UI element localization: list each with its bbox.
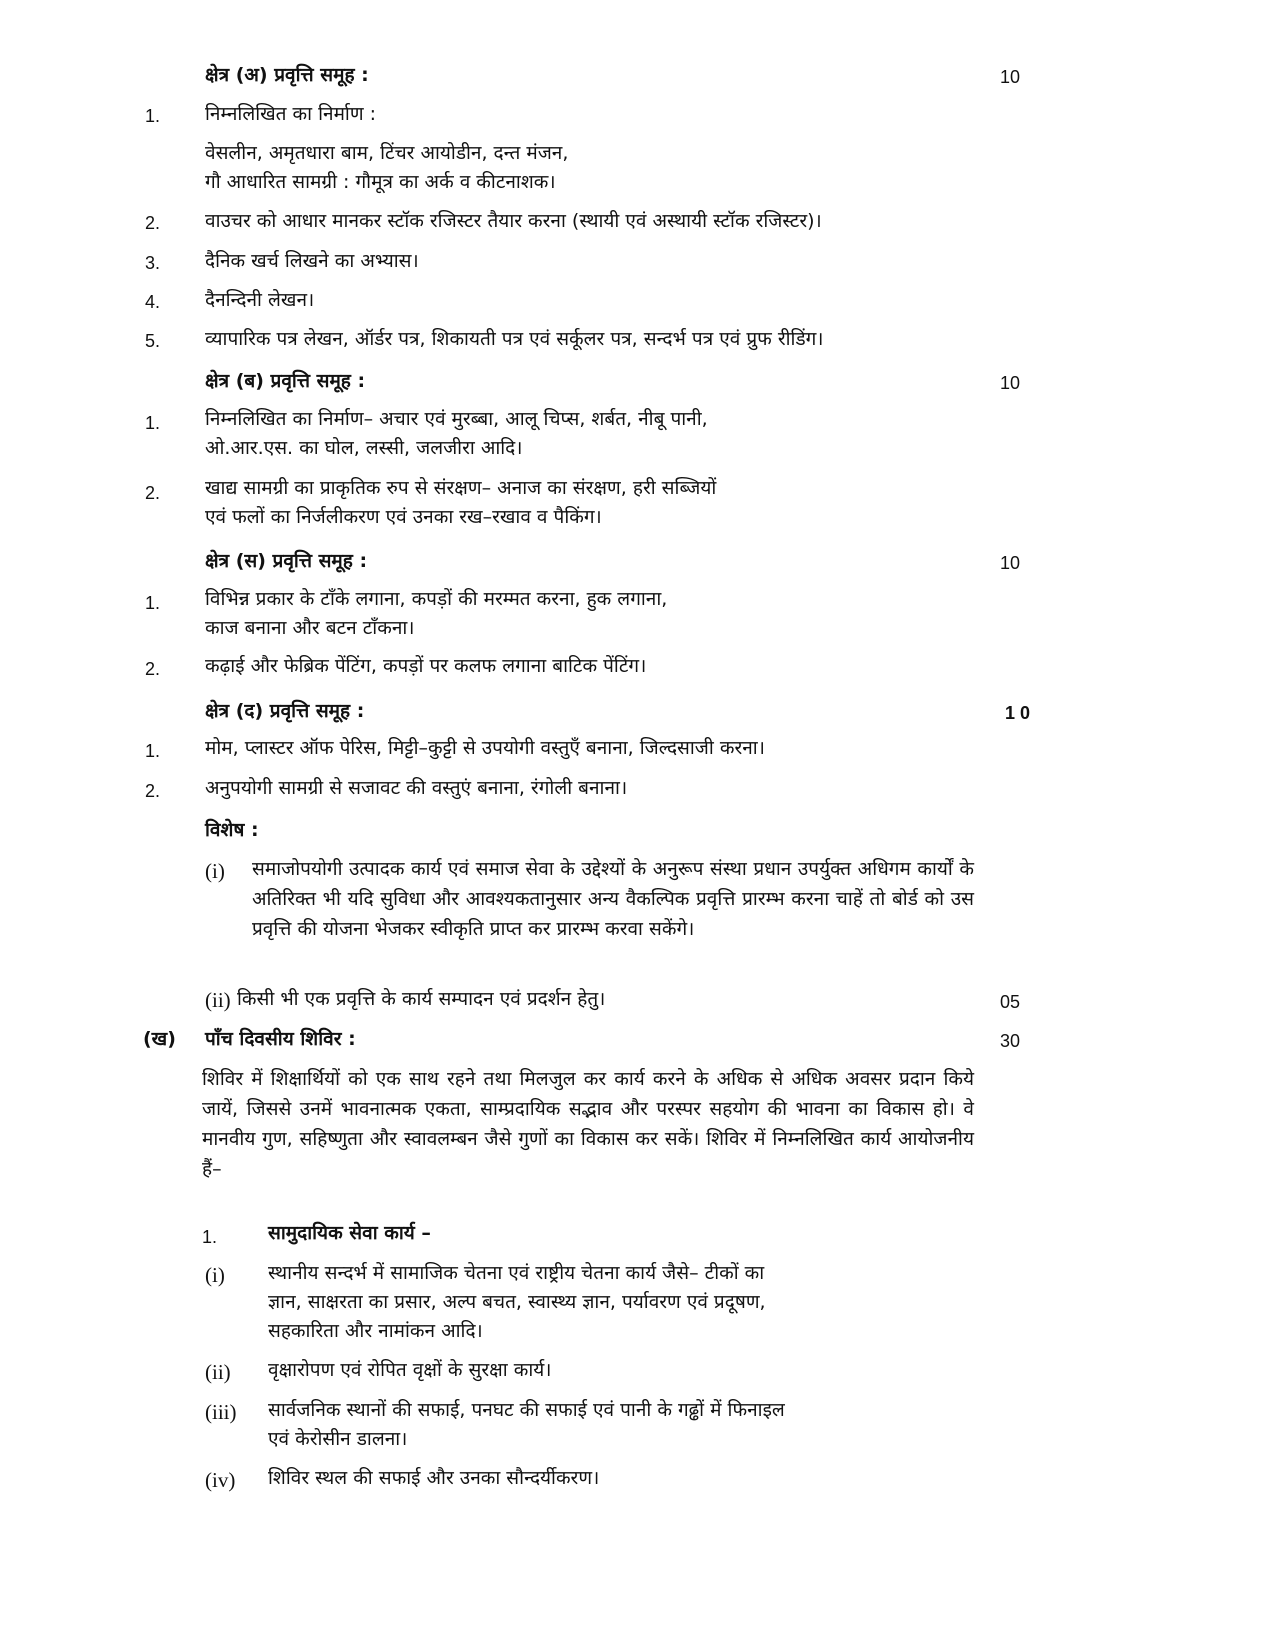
section-d-heading: क्षेत्र (द) प्रवृत्ति समूह :: [205, 700, 365, 722]
camp-paragraph: शिविर में शिक्षार्थियों को एक साथ रहने तथा मिलजुल कर कार्य करने के अधिक से अधिक अवसर प्रदान किये जायें, जिससे उनमें भावनात्मक एकता, साम्प्रदायिक सद्भाव और परस्पर सहयोग की भावना का विकास हो। वे मानवीय गुण, सहिष्णुता और स्वावलम्बन जैसे गुणों का विकास कर सकें। शिविर में निम्नलिखित कार्य आयोजनीय हैं–: [202, 1068, 974, 1180]
camp-item-label: (i): [205, 1263, 225, 1287]
item-number: 2.: [145, 213, 161, 233]
camp-item-text: ज्ञान, साक्षरता का प्रसार, अल्प बचत, स्वास्थ्य ज्ञान, पर्यावरण एवं प्रदूषण,: [268, 1291, 766, 1313]
special-text-ii: किसी भी एक प्रवृत्ति के कार्य सम्पादन एवं प्रदर्शन हेतु।: [237, 988, 606, 1010]
section-c-heading: क्षेत्र (स) प्रवृत्ति समूह :: [205, 550, 368, 572]
section-a-heading: क्षेत्र (अ) प्रवृत्ति समूह :: [205, 64, 369, 86]
item-text: गौ आधारित सामग्री : गौमूत्र का अर्क व कीटनाशक।: [205, 171, 556, 193]
item-number: 1.: [145, 741, 161, 761]
camp-item-text: सार्वजनिक स्थानों की सफाई, पनघट की सफाई एवं पानी के गढ्ढों में फिनाइल: [268, 1399, 785, 1421]
item-text: काज बनाना और बटन टाँकना।: [205, 617, 415, 639]
item-text: दैनिक खर्च लिखने का अभ्यास।: [205, 250, 419, 272]
item-text: विभिन्न प्रकार के टाँके लगाना, कपड़ों की मरम्मत करना, हुक लगाना,: [205, 588, 668, 610]
camp-item-text: सहकारिता और नामांकन आदि।: [268, 1320, 483, 1342]
section-d-marks: 1 0: [1004, 703, 1030, 723]
item-number: 1.: [145, 106, 161, 126]
item-number: 2.: [145, 781, 161, 801]
camp-item-text: एवं केरोसीन डालना।: [268, 1428, 408, 1450]
item-number: 3.: [145, 253, 161, 273]
camp-label: (ख): [143, 1028, 176, 1050]
camp-item-label: (ii): [205, 1360, 231, 1384]
item-text: व्यापारिक पत्र लेखन, ऑर्डर पत्र, शिकायती पत्र एवं सर्कूलर पत्र, सन्दर्भ पत्र एवं प्रुफ रीडिंग।: [205, 328, 824, 350]
special-text-i: समाजोपयोगी उत्पादक कार्य एवं समाज सेवा के उद्देश्यों के अनुरूप संस्था प्रधान उपर्युक्त अधिगम कार्यों के अतिरिक्त भी यदि सुविधा और आवश्यकतानुसार अन्य वैकल्पिक प्रवृत्ति प्रारम्भ करना चाहें तो बोर्ड को उस प्रवृत्ति की योजना भेजकर स्वीकृति प्राप्त कर प्रारम्भ करवा सकेंगे।: [252, 858, 974, 940]
item-number: 5.: [145, 331, 161, 351]
special-ii-marks: 05: [999, 992, 1020, 1012]
special-heading: विशेष :: [205, 819, 259, 841]
item-text: दैनन्दिनी लेखन।: [205, 289, 315, 311]
camp-marks: 30: [999, 1031, 1020, 1051]
item-text: वेसलीन, अमृतधारा बाम, टिंचर आयोडीन, दन्त मंजन,: [205, 142, 569, 164]
camp-sub-number: 1.: [202, 1227, 218, 1247]
section-c-marks: 10: [999, 553, 1020, 573]
item-number: 1.: [145, 593, 161, 613]
camp-item-text: वृक्षारोपण एवं रोपित वृक्षों के सुरक्षा कार्य।: [268, 1359, 552, 1381]
item-text: ओ.आर.एस. का घोल, लस्सी, जलजीरा आदि।: [205, 437, 523, 459]
item-number: 1.: [145, 413, 161, 433]
item-number: 4.: [145, 292, 161, 312]
camp-item-text: स्थानीय सन्दर्भ में सामाजिक चेतना एवं राष्ट्रीय चेतना कार्य जैसे– टीकों का: [268, 1262, 765, 1284]
section-a-marks: 10: [999, 67, 1020, 87]
camp-item-label: (iv): [205, 1468, 236, 1492]
item-text: अनुपयोगी सामग्री से सजावट की वस्तुएं बनाना, रंगोली बनाना।: [205, 777, 628, 799]
item-text: मोम, प्लास्टर ऑफ पेरिस, मिट्टी–कुट्टी से उपयोगी वस्तुएँ बनाना, जिल्दसाजी करना।: [205, 737, 765, 759]
section-b-marks: 10: [999, 373, 1020, 393]
camp-item-label: (iii): [205, 1400, 237, 1424]
item-number: 2.: [145, 659, 161, 679]
section-b-heading: क्षेत्र (ब) प्रवृत्ति समूह :: [205, 370, 366, 392]
camp-heading: पाँच दिवसीय शिविर :: [205, 1028, 356, 1050]
item-text: वाउचर को आधार मानकर स्टॉक रजिस्टर तैयार करना (स्थायी एवं अस्थायी स्टॉक रजिस्टर)।: [205, 210, 822, 232]
camp-item-text: शिविर स्थल की सफाई और उनका सौन्दर्यीकरण।: [268, 1467, 600, 1489]
special-label-ii: (ii): [205, 988, 231, 1012]
camp-sub-heading: सामुदायिक सेवा कार्य –: [268, 1222, 431, 1244]
item-text: कढ़ाई और फेब्रिक पेंटिंग, कपड़ों पर कलफ लगाना बाटिक पेंटिंग।: [205, 655, 647, 677]
item-text: निम्नलिखित का निर्माण– अचार एवं मुरब्बा, आलू चिप्स, शर्बत, नीबू पानी,: [205, 408, 708, 430]
item-text: निम्नलिखित का निर्माण :: [205, 103, 377, 125]
item-text: एवं फलों का निर्जलीकरण एवं उनका रख–रखाव व पैकिंग।: [205, 506, 602, 528]
item-number: 2.: [145, 483, 161, 503]
special-label-i: (i): [205, 859, 225, 883]
item-text: खाद्य सामग्री का प्राकृतिक रुप से संरक्षण– अनाज का संरक्षण, हरी सब्जियों: [205, 477, 717, 499]
